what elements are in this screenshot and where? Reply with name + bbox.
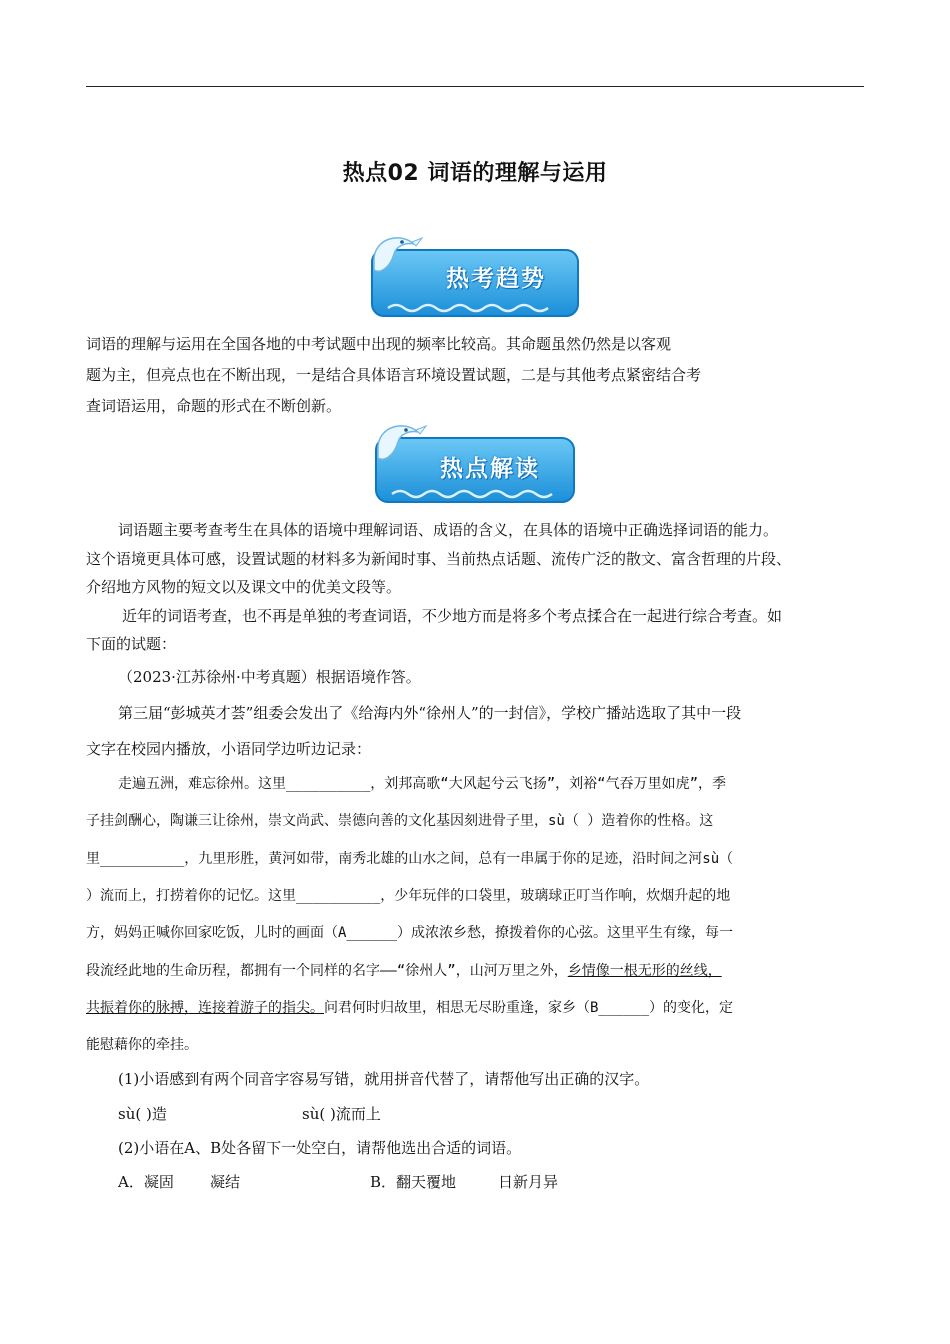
passage-line: 能慰藉你的牵挂。 [86,1037,198,1053]
trend-banner-label: 热考趋势 [446,266,546,292]
passage-line [86,960,722,980]
trend-line: 查词语运用，命题的形式在不断创新。 [86,397,342,415]
trend-paragraph [86,329,701,422]
trend-line: 词语的理解与运用在全国各地的中考试题中出现的频率比较高。其命题虽然仍然是以客观 [86,335,672,353]
answer-blank: sù( )流而上 [302,1105,381,1123]
option-a: A．凝固 [118,1173,174,1191]
passage-text: 问君何时归故里，相思无尽盼重逢，家乡（B______）的变化，定 [324,1000,733,1016]
option-a-alt: 凝结 [210,1173,241,1191]
underlined-sentence: 乡情像一根无形的丝线， [567,963,722,979]
interpret-line: 词语题主要考查考生在具体的语境中理解词语、成语的含义，在具体的语境中正确选择词语的能力。 [118,521,779,539]
passage-line: 子挂剑酬心，陶谦三让徐州，崇文尚武、崇德向善的文化基因刻进骨子里，sù（ ）造着你的性格。这 [86,813,714,829]
exam-source: （2023·江苏徐州·中考真题）根据语境作答。 [118,668,421,686]
passage-line [86,997,733,1017]
option-b: B．翻天覆地 [370,1173,457,1191]
underlined-sentence: 共振着你的脉搏，连接着游子的指尖。 [86,1000,324,1016]
passage-line: 里__________，九里形胜，黄河如带，南秀北雄的山水之间，总有一串属于你的足迹，沿时间之河sù（ [86,851,734,867]
interpret-banner-label: 热点解读 [440,456,540,482]
interpret-banner [366,416,586,508]
passage-line: ）流而上，打捞着你的记忆。这里__________，少年玩伴的口袋里，玻璃球正叮当作响，炊烟升起的地 [86,888,731,904]
passage-text: 段流经此地的生命历程，都拥有一个同样的名字——“徐州人”，山河万里之外， [86,963,568,979]
header-rule [86,86,864,87]
exam-intro: 文字在校园内播放，小语同学边听边记录： [86,740,372,758]
passage-line: 走遍五洲，难忘徐州。这里__________，刘邦高歌“大风起兮云飞扬”，刘裕“气吞万里如虎”，季 [118,776,726,792]
option-b-alt: 日新月异 [498,1173,559,1191]
interpret-line: 这个语境更具体可感，设置试题的材料多为新闻时事、当前热点话题、流传广泛的散文、富含哲理的片段、 [86,550,792,568]
passage-line: 方，妈妈正喊你回家吃饭，儿时的画面（A______）成浓浓乡愁，撩拨着你的心弦。这里平生有缘，每一 [86,925,733,941]
page-title: 热点02 词语的理解与运用 [342,161,608,186]
interpret-line: 下面的试题： [86,635,177,653]
exam-intro: 第三届“彭城英才荟”组委会发出了《给海内外“徐州人”的一封信》，学校广播站选取了其中一段 [118,704,742,722]
interpret-line: 介绍地方风物的短文以及课文中的优美文段等。 [86,578,402,596]
interpret-line: 近年的词语考查，也不再是单独的考查词语，不少地方而是将多个考点揉合在一起进行综合考查。如 [122,607,783,625]
trend-line: 题为主，但亮点也在不断出现，一是结合具体语言环境设置试题，二是与其他考点紧密结合考 [86,366,702,384]
question-2: (2)小语在A、B处各留下一处空白，请帮他选出合适的词语。 [118,1139,522,1157]
answer-blank: sù( )造 [118,1105,167,1123]
trend-banner [366,228,586,320]
question-1: (1)小语感到有两个同音字容易写错，就用拼音代替了，请帮他写出正确的汉字。 [118,1070,650,1088]
